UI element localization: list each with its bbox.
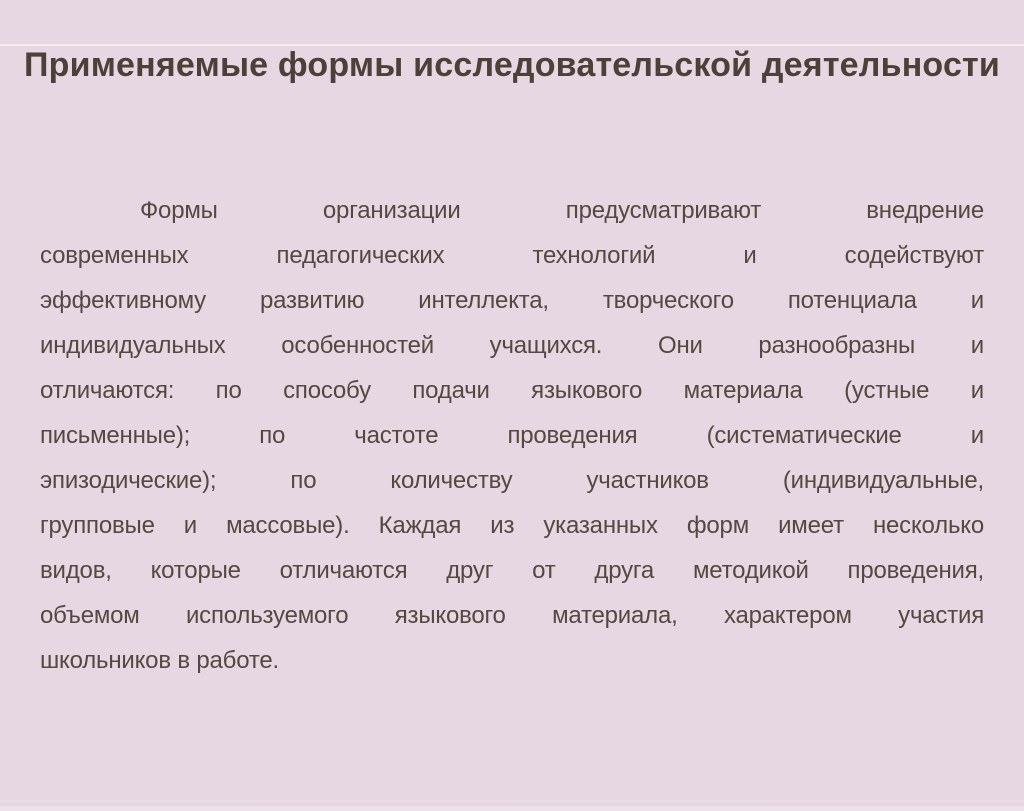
paragraph-line: отличаются: по способу подачи языкового материала (устные и [40, 377, 984, 404]
presentation-slide [0, 44, 1024, 811]
slide-title: Применяемые формы исследовательской деятельности [23, 46, 1001, 84]
paragraph-line: современных педагогических технологий и содействуют [40, 242, 984, 269]
paragraph-line: эффективному развитию интеллекта, творческого потенциала и [40, 287, 984, 314]
top-edge-highlight [0, 44, 1024, 46]
bottom-edge-highlight [0, 797, 1024, 811]
paragraph-line: школьников в работе. [40, 647, 279, 674]
paragraph-line: объемом используемого языкового материала, характером участия [40, 602, 984, 629]
paragraph-line: индивидуальных особенностей учащихся. Они разнообразны и [40, 332, 984, 359]
slide-body-text [40, 188, 984, 683]
paragraph-line: видов, которые отличаются друг от друга методикой проведения, [40, 557, 984, 584]
paragraph-line: эпизодические); по количеству участников (индивидуальные, [40, 467, 984, 494]
paragraph-line: письменные); по частоте проведения (систематические и [40, 422, 984, 449]
paragraph-line: групповые и массовые). Каждая из указанных форм имеет несколько [40, 512, 984, 539]
paragraph-line: Формы организации предусматривают внедрение [140, 197, 984, 224]
